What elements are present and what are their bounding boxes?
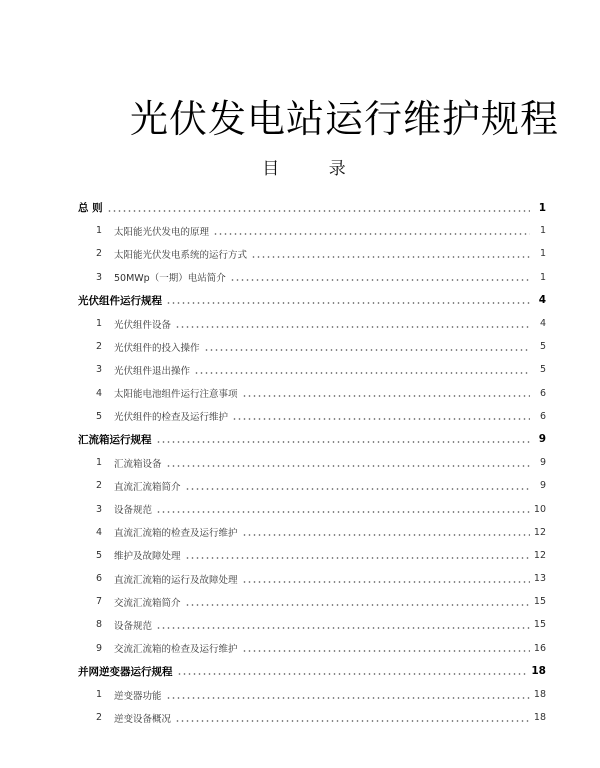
dot-leader — [194, 365, 530, 375]
dot-leader — [175, 319, 530, 329]
dot-leader — [230, 272, 530, 282]
toc-entry-page-number: 1 — [538, 201, 546, 214]
toc-entry-page-number: 6 — [539, 410, 546, 422]
toc-item-entry[interactable] — [78, 706, 546, 729]
dot-leader — [177, 666, 528, 676]
toc-entry-label: 汇流箱运行规程 — [78, 433, 152, 446]
toc-entry-page-number: 9 — [539, 480, 546, 492]
dot-leader — [156, 504, 530, 514]
toc-entry-page-number: 18 — [533, 689, 546, 701]
toc-entry-number: 2 — [96, 341, 103, 353]
toc-entry-page-number: 6 — [539, 387, 546, 399]
dot-leader — [213, 226, 530, 236]
toc-item-entry[interactable] — [78, 451, 546, 474]
toc-item-entry[interactable] — [78, 219, 546, 242]
toc-item-entry[interactable] — [78, 521, 546, 544]
toc-entry-label: 设备规范 — [114, 620, 153, 632]
toc-item-entry[interactable] — [78, 544, 546, 567]
toc-entry-label: 太阳能光伏发电系统的运行方式 — [114, 249, 248, 261]
toc-entry-number: 3 — [96, 503, 103, 515]
toc-entry-label: 交流汇流箱简介 — [114, 597, 181, 609]
toc-entry-number: 1 — [96, 225, 103, 237]
dot-leader — [185, 550, 530, 560]
toc-entry-page-number: 18 — [533, 712, 546, 724]
toc-entry-label: 设备规范 — [114, 505, 153, 517]
dot-leader — [166, 295, 530, 305]
toc-entry-label: 50MWp（一期）电站简介 — [114, 273, 226, 285]
dot-leader — [251, 249, 530, 259]
toc-entry-label: 汇流箱设备 — [114, 458, 162, 470]
toc-item-entry[interactable] — [78, 405, 546, 428]
toc-item-entry[interactable] — [78, 497, 546, 520]
toc-entry-number: 3 — [96, 364, 103, 376]
toc-entry-page-number: 15 — [533, 619, 546, 631]
toc-entry-page-number: 5 — [539, 341, 546, 353]
dot-leader — [185, 481, 530, 491]
toc-entry-page-number: 9 — [538, 433, 546, 446]
toc-entry-page-number: 12 — [533, 549, 546, 561]
dot-leader — [242, 643, 530, 653]
toc-entry-page-number: 1 — [539, 248, 546, 260]
dot-leader — [156, 620, 530, 630]
toc-entry-number: 4 — [96, 526, 103, 538]
toc-entry-label: 直流汇流箱简介 — [114, 481, 181, 493]
toc-entry-number: 1 — [96, 457, 103, 469]
dot-leader — [156, 434, 531, 444]
toc-entry-page-number: 1 — [539, 225, 546, 237]
toc-item-entry[interactable] — [78, 613, 546, 636]
toc-entry-page-number: 18 — [531, 665, 546, 678]
toc-entry-number: 6 — [96, 573, 103, 585]
dot-leader — [166, 458, 530, 468]
toc-entry-label: 太阳能电池组件运行注意事项 — [114, 389, 238, 401]
toc-entry-number: 2 — [96, 248, 103, 260]
dot-leader — [175, 713, 530, 723]
toc-item-entry[interactable] — [78, 474, 546, 497]
toc-entry-page-number: 4 — [539, 318, 546, 330]
toc-item-entry[interactable] — [78, 683, 546, 706]
toc-entry-label: 光伏组件设备 — [114, 319, 172, 331]
toc-entry-label: 逆变设备概况 — [114, 713, 172, 725]
toc-section-entry[interactable] — [78, 289, 546, 312]
dot-leader — [204, 342, 530, 352]
dot-leader — [166, 690, 530, 700]
toc-entry-number: 9 — [96, 642, 103, 654]
dot-leader — [232, 411, 530, 421]
document-title: 光伏发电站运行维护规程 — [130, 97, 560, 141]
toc-entry-number: 1 — [96, 689, 103, 701]
toc-entry-label: 光伏组件退出操作 — [114, 365, 191, 377]
toc-entry-label: 交流汇流箱的检查及运行维护 — [114, 644, 238, 656]
toc-item-entry[interactable] — [78, 312, 546, 335]
toc-entry-page-number: 12 — [533, 526, 546, 538]
toc-item-entry[interactable] — [78, 637, 546, 660]
toc-entry-number: 5 — [96, 549, 103, 561]
toc-entry-label: 维护及故障处理 — [114, 551, 181, 563]
toc-heading: 目 录 — [262, 159, 368, 179]
toc-item-entry[interactable] — [78, 358, 546, 381]
toc-section-entry[interactable] — [78, 196, 546, 219]
toc-entry-page-number: 4 — [538, 294, 546, 307]
toc-item-entry[interactable] — [78, 266, 546, 289]
toc-entry-number: 2 — [96, 712, 103, 724]
dot-leader — [242, 574, 530, 584]
table-of-contents — [78, 196, 546, 729]
toc-section-entry[interactable] — [78, 660, 546, 683]
toc-entry-number: 3 — [96, 271, 103, 283]
toc-item-entry[interactable] — [78, 335, 546, 358]
toc-item-entry[interactable] — [78, 242, 546, 265]
toc-entry-number: 4 — [96, 387, 103, 399]
toc-entry-page-number: 13 — [533, 573, 546, 585]
toc-entry-page-number: 15 — [533, 596, 546, 608]
toc-section-entry[interactable] — [78, 428, 546, 451]
toc-item-entry[interactable] — [78, 590, 546, 613]
toc-entry-label: 并网逆变器运行规程 — [78, 665, 173, 678]
toc-entry-label: 直流汇流箱的检查及运行维护 — [114, 528, 238, 540]
toc-entry-number: 2 — [96, 480, 103, 492]
toc-entry-number: 5 — [96, 410, 103, 422]
toc-item-entry[interactable] — [78, 567, 546, 590]
toc-entry-label: 直流汇流箱的运行及故障处理 — [114, 574, 238, 586]
toc-entry-label: 总 则 — [78, 202, 103, 215]
toc-entry-page-number: 9 — [539, 457, 546, 469]
toc-entry-page-number: 5 — [539, 364, 546, 376]
toc-entry-number: 7 — [96, 596, 103, 608]
toc-entry-number: 1 — [96, 318, 103, 330]
dot-leader — [107, 203, 530, 213]
toc-entry-number: 8 — [96, 619, 103, 631]
toc-entry-label: 光伏组件的检查及运行维护 — [114, 412, 229, 424]
toc-entry-label: 逆变器功能 — [114, 690, 162, 702]
toc-item-entry[interactable] — [78, 382, 546, 405]
toc-entry-label: 光伏组件的投入操作 — [114, 342, 200, 354]
dot-leader — [185, 597, 530, 607]
dot-leader — [242, 388, 530, 398]
toc-entry-label: 光伏组件运行规程 — [78, 294, 162, 307]
toc-entry-page-number: 10 — [533, 503, 546, 515]
toc-entry-label: 太阳能光伏发电的原理 — [114, 226, 210, 238]
toc-entry-page-number: 16 — [533, 642, 546, 654]
toc-entry-page-number: 1 — [539, 271, 546, 283]
dot-leader — [242, 527, 530, 537]
